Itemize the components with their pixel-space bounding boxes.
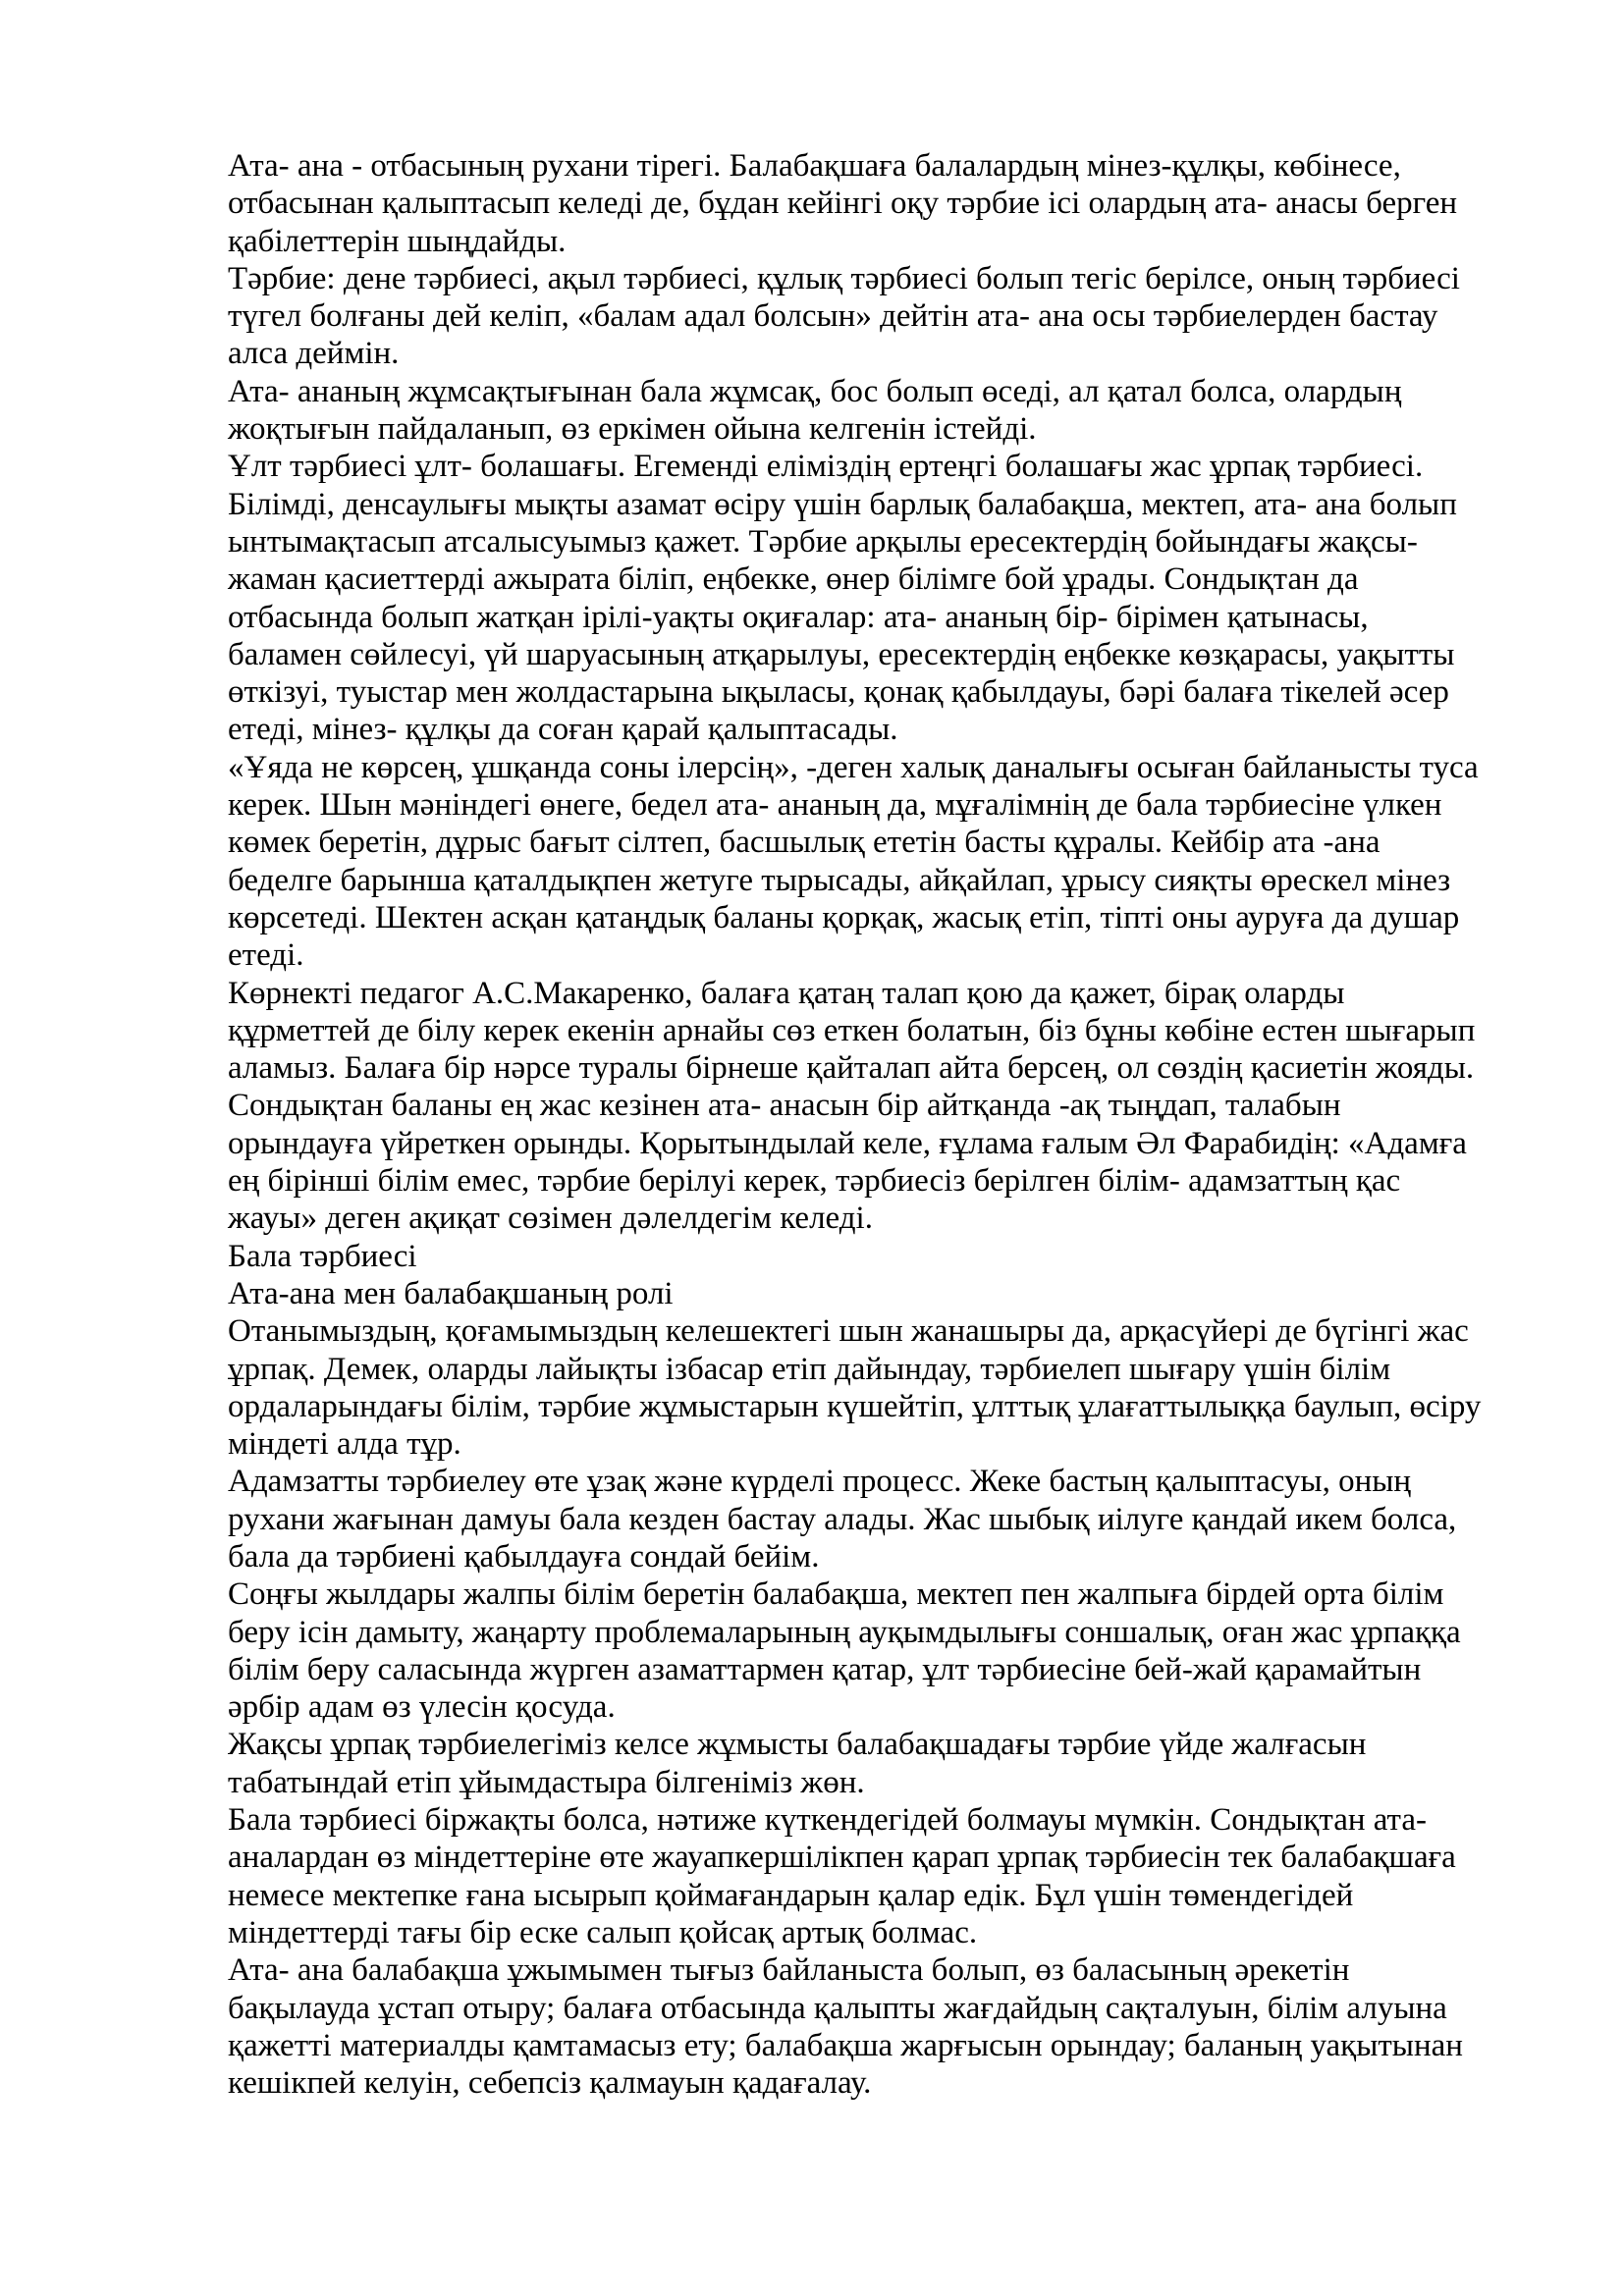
- text-line: аналардан өз міндеттеріне өте жауапкершілікпен қарап ұрпақ тәрбиесін тек балабақшаға: [228, 1840, 1456, 1876]
- text-line: білім беру саласында жүрген азаматтармен қатар, ұлт тәрбиесіне бей-жай қарамайтын: [228, 1651, 1422, 1687]
- text-line: отбасынан қалыптасып келеді де, бұдан кейінгі оқу тәрбие ісі олардың ата- анасы берген: [228, 186, 1458, 222]
- document-text: [228, 147, 1510, 2102]
- text-line: бала да тәрбиені қабылдауға сондай бейім.: [228, 1538, 820, 1575]
- text-line: Соңғы жылдары жалпы білім беретін балабақша, мектеп пен жалпыға бірдей орта білім: [228, 1576, 1444, 1613]
- text-line: міндеттерді тағы бір еске салып қойсақ артық болмас.: [228, 1914, 978, 1950]
- text-line: отбасында болып жатқан ірілі-уақты оқиғалар: ата- ананың бір- бірімен қатынасы,: [228, 599, 1369, 635]
- text-line: Көрнекті педагог А.С.Макаренко, балаға қатаң талап қою да қажет, бірақ оларды: [228, 975, 1345, 1011]
- text-line: өткізуі, туыстар мен жолдастарына ықыласы, қонақ қабылдауы, бәрі балаға тікелей әсер: [228, 674, 1449, 711]
- text-line: Отанымыздың, қоғамымыздың келешектегі шын жанашыры да, арқасүйері де бүгінгі жас: [228, 1313, 1469, 1350]
- text-line: кешікпей келуін, себепсіз қалмауын қадағалау.: [228, 2065, 872, 2102]
- text-line: міндеті алда тұр.: [228, 1426, 461, 1463]
- text-line: жауы» деген ақиқат сөзімен дәлелдегім келеді.: [228, 1201, 873, 1237]
- text-line: орындауға үйреткен орынды. Қорытындылай келе, ғұлама ғалым Әл Фарабидің: «Адамға: [228, 1125, 1467, 1161]
- text-line: қабілеттерін шыңдайды.: [228, 223, 567, 259]
- text-line: ынтымақтасып атсалысуымыз қажет. Тәрбие арқылы ересектердің бойындағы жақсы-: [228, 523, 1418, 560]
- text-line: түгел болғаны дей келіп, «балам адал болсын» дейтін ата- ана осы тәрбиелерден бастау: [228, 298, 1438, 335]
- text-line: алса деймін.: [228, 336, 400, 372]
- text-line: беделге барынша қаталдықпен жетуге тырысады, айқайлап, ұрысу сияқты өрескел мінез: [228, 862, 1451, 898]
- text-line: ең бірінші білім емес, тәрбие берілуі керек, тәрбиесіз берілген білім- адамзаттың қас: [228, 1163, 1401, 1200]
- text-line: Ұлт тәрбиесі ұлт- болашағы. Егеменді еліміздің ертеңгі болашағы жас ұрпақ тәрбиесі.: [228, 449, 1424, 485]
- text-line: Ата- ана балабақша ұжымымен тығыз байланыста болып, өз баласының әрекетін: [228, 1952, 1350, 1989]
- text-line: құрметтей де білу керек екенін арнайы сөз еткен болатын, біз бұны көбіне естен шығарып: [228, 1012, 1476, 1048]
- text-line: көрсетеді. Шектен асқан қатаңдық баланы қорқақ, жасық етіп, тіпті оны ауруға да душар: [228, 899, 1460, 935]
- text-line: жоқтығын пайдаланып, өз еркімен ойына келгенін істейді.: [228, 411, 1037, 448]
- text-line: Тәрбие: дене тәрбиесі, ақыл тәрбиесі, құлық тәрбиесі болып тегіс берілсе, оның тәрбиесі: [228, 260, 1460, 296]
- text-line: Білімді, денсаулығы мықты азамат өсіру үшін барлық балабақша, мектеп, ата- ана болып: [228, 486, 1457, 522]
- text-line: Жақсы ұрпақ тәрбиелегіміз келсе жұмысты балабақшадағы тәрбие үйде жалғасын: [228, 1727, 1367, 1763]
- text-line: Сондықтан баланы ең жас кезінен ата- анасын бір айтқанда -ақ тыңдап, талабын: [228, 1088, 1341, 1124]
- text-line: «Ұяда не көрсең, ұшқанда соны ілерсің», -деген халық даналығы осыған байланысты туса: [228, 749, 1479, 785]
- text-line: етеді, мінез- құлқы да соған қарай қалыптасады.: [228, 712, 898, 748]
- text-line: қажетті материалды қамтамасыз ету; балабақша жарғысын орындау; баланың уақытынан: [228, 2027, 1463, 2063]
- text-line: ордаларындағы білім, тәрбие жұмыстарын күшейтіп, ұлттық ұлағаттылыққа баулып, өсіру: [228, 1388, 1482, 1424]
- text-line: Ата-ана мен балабақшаның ролі: [228, 1275, 674, 1311]
- text-line: бақылауда ұстап отыру; балаға отбасында қалыпты жағдайдың сақталуын, білім алуына: [228, 1990, 1447, 2026]
- text-line: керек. Шын мәніндегі өнеге, бедел ата- ананың да, мұғалімнің де бала тәрбиесіне үлкен: [228, 787, 1442, 824]
- text-line: Ата- ананың жұмсақтығынан бала жұмсақ, бос болып өседі, ал қатал болса, олардың: [228, 373, 1402, 409]
- text-line: баламен сөйлесуі, үй шаруасының атқарылуы, ересектердің еңбекке көзқарасы, уақытты: [228, 636, 1455, 672]
- text-line: Бала тәрбиесі біржақты болса, нәтиже күткендегідей болмауы мүмкін. Сондықтан ата-: [228, 1802, 1428, 1839]
- text-line: ұрпақ. Демек, оларды лайықты ізбасар етіп дайындау, тәрбиелеп шығару үшін білім: [228, 1351, 1391, 1387]
- text-line: әрбір адам өз үлесін қосуда.: [228, 1689, 616, 1726]
- text-line: аламыз. Балаға бір нәрсе туралы бірнеше қайталап айта берсең, ол сөздің қасиетін жояды.: [228, 1050, 1475, 1087]
- text-line: беру ісін дамыту, жаңарту проблемаларының ауқымдылығы соншалық, оған жас ұрпаққа: [228, 1614, 1461, 1650]
- text-line: көмек беретін, дұрыс бағыт сілтеп, басшылық ететін басты құралы. Кейбір ата -ана: [228, 825, 1380, 861]
- text-line: рухани жағынан дамуы бала кезден бастау алады. Жас шыбық иілуге қандай икем болса,: [228, 1501, 1457, 1537]
- text-line: Бала тәрбиесі: [228, 1238, 417, 1274]
- text-line: етеді.: [228, 937, 304, 974]
- text-line: жаман қасиеттерді ажырата біліп, еңбекке, өнер білімге бой ұрады. Сондықтан да: [228, 561, 1359, 598]
- text-line: табатындай етіп ұйымдастыра білгеніміз жөн.: [228, 1764, 865, 1800]
- text-line: Адамзатты тәрбиелеу өте ұзақ және күрделі процесс. Жеке бастың қалыптасуы, оның: [228, 1464, 1412, 1500]
- text-line: немесе мектепке ғана ысырып қоймағандарын қалар едік. Бұл үшін төмендегідей: [228, 1877, 1354, 1913]
- text-line: Ата- ана - отбасының рухани тірегі. Балабақшаға балалардың мінез-құлқы, көбінесе,: [228, 148, 1401, 184]
